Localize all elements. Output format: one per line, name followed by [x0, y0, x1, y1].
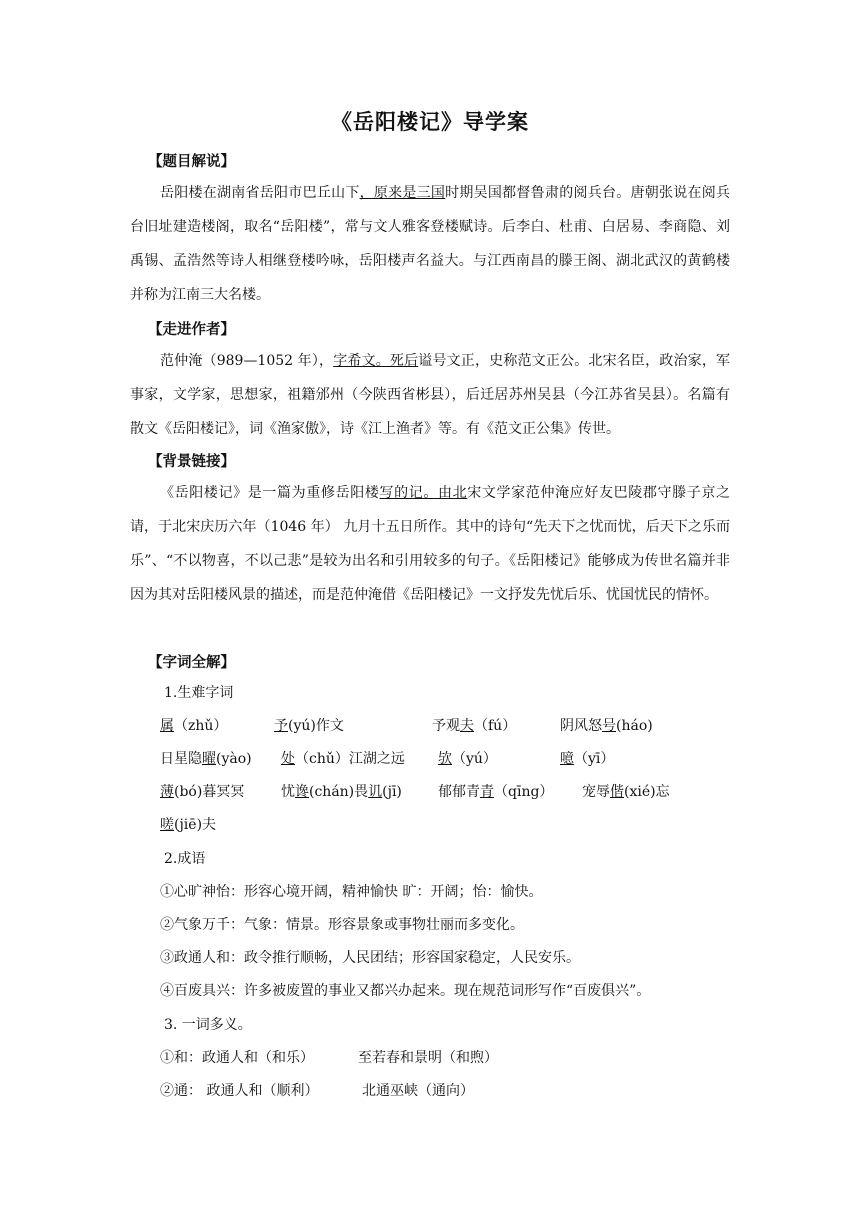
vocab-item: 处（chǔ）江湖之远 [281, 751, 405, 767]
section-heading-vocab: 【字词全解】 [148, 655, 235, 671]
page-title: 《岳阳楼记》导学案 [331, 110, 529, 134]
text-run: 时期吴国都督鲁肃的阅兵台。唐朝张说在阅兵台旧址建造楼阁，取名“岳阳楼”，常与文人雅客登楼赋诗。后李白、杜甫、白居易、李商隐、刘禹锡、孟浩然等诗人相继登楼吟咏，岳阳楼声名益大。与江西南昌的滕王阁、湖北武汉的黄鹤楼并称为江南三大名楼。 [130, 185, 731, 303]
vocab-item: 郁郁青青（qīng） [438, 784, 554, 800]
polysemy-item-a: ①和：政通人和（和乐） [160, 1050, 314, 1066]
idiom-heading: 2.成语 [164, 851, 206, 867]
underlined-run: 写的记。由北 [379, 485, 468, 501]
vocab-item: 予(yú)作文 [274, 718, 344, 734]
polysemy-heading: 3. 一词多义。 [164, 1017, 252, 1033]
underlined-run: ，原来是三国 [359, 185, 446, 201]
paragraph-author [130, 344, 730, 446]
text-run: 范仲淹（989—1052 年）， [160, 353, 334, 369]
idiom-item: ①心旷神怡：形容心境开阔，精神愉快 旷：开阔；怡：愉快。 [160, 884, 543, 900]
vocab-item: 嗟(jiē)夫 [160, 817, 217, 833]
idiom-item: ③政通人和：政令推行顺畅，人民团结；形容国家稳定，人民安乐。 [160, 950, 580, 966]
text-run: 岳阳楼在湖南省岳阳市巴丘山下 [160, 185, 360, 201]
vocab-heading: 1.生难字词 [164, 685, 234, 701]
vocab-item: 宠辱偕(xié)忘 [582, 784, 670, 800]
section-heading-author: 【走进作者】 [148, 322, 235, 338]
polysemy-item-b: 北通巫峡（通向） [362, 1083, 474, 1099]
vocab-item: 欤（yú） [438, 751, 497, 767]
paragraph-title-explain [130, 176, 730, 312]
idiom-item: ④百废具兴：许多被废置的事业又都兴办起来。现在规范词形写作“百废俱兴”。 [160, 983, 651, 999]
vocab-item: 忧谗(chán)畏讥(jī) [281, 784, 402, 800]
polysemy-item-b: 至若春和景明（和煦） [358, 1050, 498, 1066]
idiom-item: ②气象万千：气象：情景。形容景象或事物壮丽而多变化。 [160, 917, 524, 933]
polysemy-item-a: ②通： 政通人和（顺利） [160, 1083, 319, 1099]
section-heading-title-explain: 【题目解说】 [148, 154, 235, 170]
vocab-item: 日星隐曜(yào) [160, 751, 252, 767]
text-run: 《岳阳楼记》是一篇为重修岳阳楼 [160, 485, 380, 501]
vocab-item: 予观夫（fú） [432, 718, 517, 734]
paragraph-background [130, 476, 730, 612]
underlined-run: 字希文。死后 [333, 353, 419, 369]
section-heading-background: 【背景链接】 [148, 454, 235, 470]
text-run: 谥号文正，史称范文正公。北宋名臣，政治家，军事家，文学家，思想家，祖籍邠州（今陕西省彬县），后迁居苏州吴县（今江苏省吴县）。名篇有散文《岳阳楼记》，词《渔家傲》，诗《江上渔者》等。有《范文正公集》传世。 [130, 353, 730, 437]
vocab-item: 噫（yī） [560, 751, 615, 767]
vocab-item: 属（zhǔ） [160, 718, 228, 734]
vocab-item: 薄(bó)暮冥冥 [160, 784, 245, 800]
text-run: 宋文学家范仲淹应好友巴陵郡守滕子京之请，于北宋庆历六年（1046 年） 九月十五日所作。其中的诗句“先天下之忧而忧，后天下之乐而乐”、“不以物喜，不以己悲”是较为出名和引用较多的句子。《岳阳楼记》能够成为传世名篇并非因为其对岳阳楼风景的描述，而是范仲淹借《岳阳楼记》一文抒发先忧后乐、忧国忧民的情怀。 [130, 485, 731, 603]
vocab-item: 阴风怒号(háo) [560, 718, 653, 734]
